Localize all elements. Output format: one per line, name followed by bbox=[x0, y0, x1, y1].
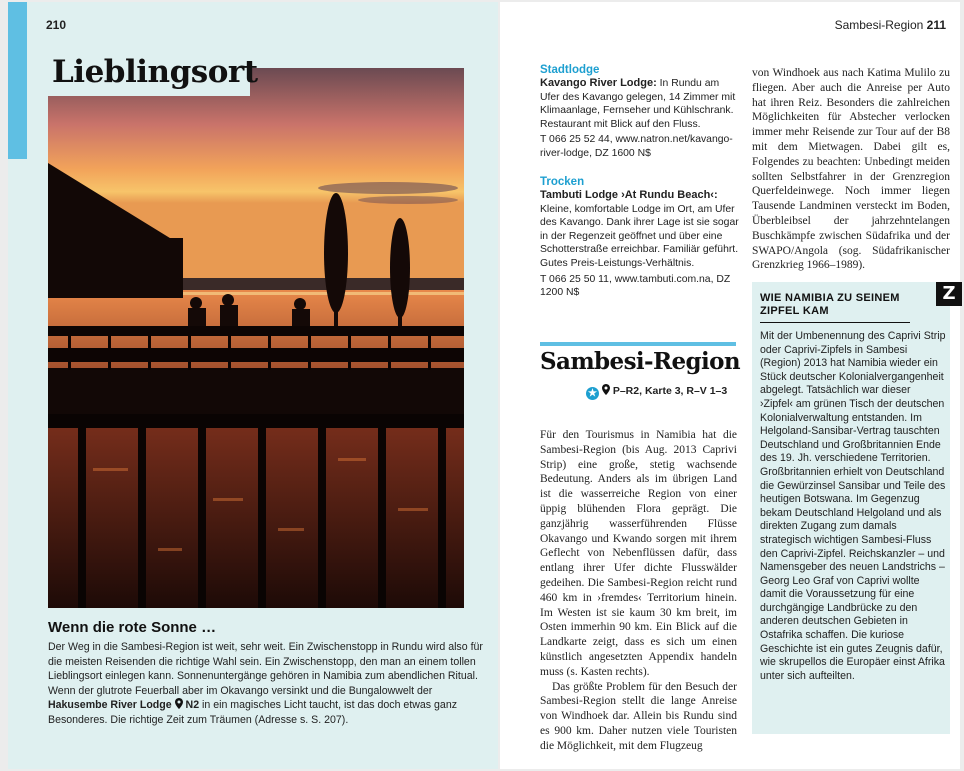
chapter-tab bbox=[8, 2, 27, 159]
location-ref-text: P–R2, Karte 3, R–V 1–3 bbox=[612, 385, 728, 397]
listing-name: Kavango River Lodge: bbox=[540, 77, 657, 89]
body-column-2 bbox=[752, 66, 950, 273]
info-box-rule bbox=[760, 322, 910, 323]
page-title: Lieblingsort bbox=[52, 54, 258, 90]
info-box bbox=[752, 282, 956, 734]
listing-contact: T 066 25 50 11, www.tambuti.com.na, DZ 1200 N$ bbox=[540, 273, 731, 299]
page-number-right: 211 bbox=[926, 18, 946, 32]
z-badge: Z bbox=[936, 282, 962, 306]
body-paragraph: von Windhoek aus nach Katima Mulilo zu fliegen. Aber auch die Anreise per Auto hat ihren Reiz. Besonders die zahlreichen Möglichkeiten für Abstecher verlocken immer mehr Reisende zur Tour auf der B8 mit dem Mietwagen. Dabei gilt es, Folgendes zu beachten: Unbedingt meiden sollten Selbstfahrer in der Grenzregion Querfeldeinwege. Noch immer liegen Tausende Landminen versteckt im Boden, Überbleibsel der jahrzehntelangen Buschkämpfe zwischen Südafrika und der SWAPO/Angola (sog. Südafrikanischer Grenzkrieg 1966–1989). bbox=[752, 67, 950, 272]
info-box-text: Mit der Umbenennung des Caprivi Strip oder Caprivi-Zipfels in Sambesi (Region) 2013 hat Namibia wieder ein Stück deutscher Kolonialvergangenheit abgelegt. Tatsächlich war dieser ›Zipfel‹ am grünen Tisch der deutschen Kolonialverwaltung entstanden. Im Helgoland-Sansibar-Vertrag tauschten Deutschland und Großbritannien Ende des 19. Jh. verschiedene Territorien. Großbritannien erhielt von Deutschland die Gewürzinsel Sansibar und Teile des heutigen Botswana. Im Gegenzug bekam Deutschland Helgoland und als direkten Zugang zum damals strategisch wichtigen Sambesi-Fluss den Caprivi-Zipfel. Reichskanzler – und Namensgeber des neuen Landstrichs – Georg Leo Graf von Caprivi wollte damit die Voraussetzung für eine durchgängige Landbrücke zu den anderen deutschen Gebieten in Ostafrika schaffen. Die kuriose Geschichte ist ein gutes Zeugnis dafür, wie skrupellos die Europäer einst Afrika unter sich aufteilten. bbox=[760, 330, 946, 682]
star-icon: ★ bbox=[586, 387, 599, 400]
listing-contact: T 066 25 52 44, www.natron.net/kavango-river-lodge, DZ 1600 N$ bbox=[540, 134, 733, 159]
caption-text bbox=[48, 640, 488, 728]
caption-part-1: Der Weg in die Sambesi-Region ist weit, sehr weit. Ein Zwischenstopp in Rundu wird also für die meisten Reisenden die richtige Wahl sein. Ein Zwischenstopp, den man an einem tollen Lieblingsort einlegen kann. Sonnenuntergänge gehören in Namibia zum abendlichen Ritual. Wenn der glutrote Feuerball aber im Okavango versinkt und die Bungalowwelt der bbox=[48, 641, 483, 697]
map-reference: N2 bbox=[185, 699, 200, 712]
body-column-1 bbox=[540, 428, 737, 754]
caption-heading: Wenn die rote Sonne … bbox=[48, 619, 217, 636]
location-reference bbox=[586, 384, 727, 400]
sunset-photo bbox=[48, 68, 464, 608]
listing-name: Tambuti Lodge ›At Rundu Beach‹: bbox=[540, 189, 718, 201]
sunset-lodge-illustration bbox=[48, 68, 464, 608]
lodge-name: Hakusembe River Lodge bbox=[48, 699, 172, 712]
running-header bbox=[835, 18, 946, 32]
section-divider bbox=[540, 342, 736, 346]
info-box-title: WIE NAMIBIA ZU SEINEM ZIPFEL KAM bbox=[760, 292, 900, 317]
caption-part-2: in ein magisches Licht taucht, ist das doch etwas ganz Besonderes. Die richtige Zeit zum Träumen (Adresse s. S. 207). bbox=[48, 699, 458, 726]
running-title: Sambesi-Region bbox=[834, 18, 924, 32]
body-paragraph: Für den Tourismus in Namibia hat die Sambesi-Region (bis Aug. 2013 Caprivi Strip) eine große, stetig wachsende Bedeutung. Anders als im übrigen Land ist die wasserreiche Region von einer üppig blühenden Flora geprägt. Die ganzjährig wasserführenden Flüsse Okavango und Kwando sorgen mit ihrem Geflecht von Nebenflüssen dafür, dass entlang ihrer Ufer dichte Flusswälder gedeihen. Die Sambesi-Region reicht rund 460 km in ›fremdes‹ Territorium hinein. Im Westen ist sie kaum 30 km breit, im Osten immerhin 90 km. Ein Blick auf die Landkarte zeigt, dass es sich um einen künstlich angesetzten Appendix handeln muss (s. Kasten rechts). bbox=[540, 429, 737, 678]
left-page bbox=[8, 2, 498, 769]
section-title: Sambesi-Region bbox=[540, 348, 741, 375]
map-pin-icon bbox=[175, 698, 183, 709]
listing-2 bbox=[540, 176, 740, 300]
map-pin-icon bbox=[602, 384, 610, 395]
page-number-left: 210 bbox=[46, 18, 67, 32]
listing-category: Stadtlodge bbox=[540, 64, 600, 76]
listing-text: Kleine, komfortable Lodge im Ort, am Ufer des Kavango. Dank ihrer Lage ist sie sogar in der Regenzeit geöffnet und über eine Schotterstraße erreichbar. Familiär geführt. Gutes Preis-Leistungs-Verhältnis. bbox=[540, 203, 739, 269]
listing-entry bbox=[540, 189, 740, 271]
right-page bbox=[500, 2, 960, 769]
listing-1 bbox=[540, 64, 740, 161]
body-paragraph: Das größte Problem für den Besuch der Sambesi-Region stellt die lange Anreise von Windhoek dar. Allein bis Rundu sind es 900 km. Daher nutzen viele Touristen die Möglichkeit, mit dem Flugzeug bbox=[540, 680, 737, 752]
listing-category: Trocken bbox=[540, 176, 585, 188]
listing-entry bbox=[540, 77, 740, 131]
listing-text: In Rundu am Ufer des Kavango gelegen, 14 Zimmer mit Klimaanlage, Fernseher und Kühlschrank. Restaurant mit Blick auf den Fluss. bbox=[540, 78, 736, 130]
